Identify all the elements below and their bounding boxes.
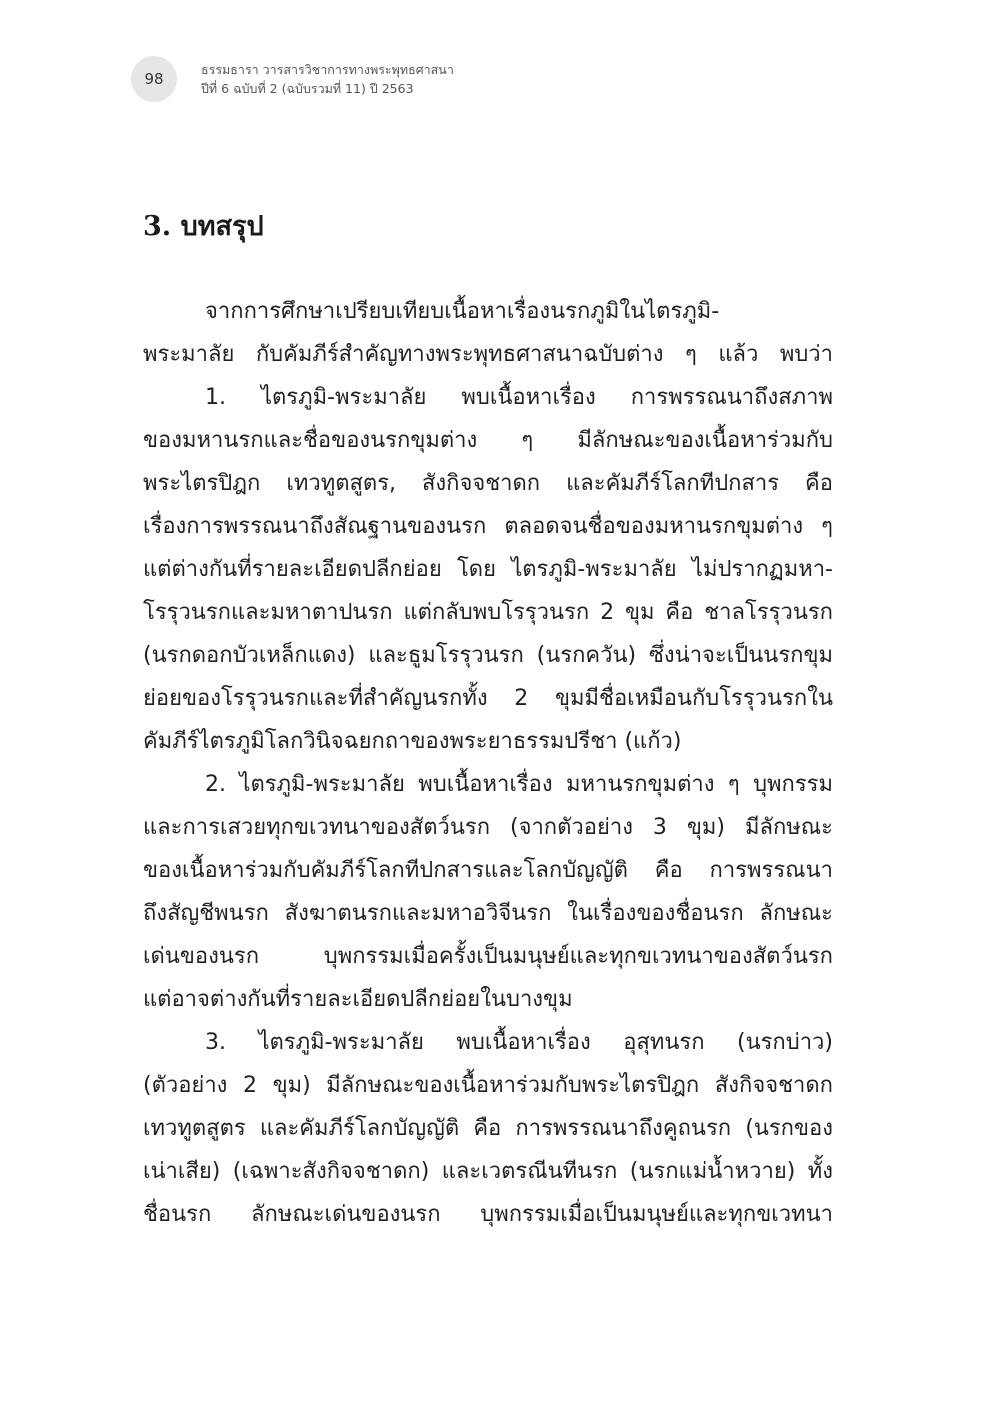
body-line: ของเนื้อหาร่วมกับคัมภีร์โลกทีปกสารและโลกบัญญัติ คือ การพรรณนา (143, 858, 833, 883)
body-line: (ตัวอย่าง 2 ขุม) มีลักษณะของเนื้อหาร่วมกับพระไตรปิฎก สังกิจจชาดก (143, 1073, 833, 1098)
page-number-badge (131, 56, 177, 102)
body-line: แต่อาจต่างกันที่รายละเอียดปลีกย่อยในบางขุม (143, 987, 573, 1012)
body-line: เน่าเสีย) (เฉพาะสังกิจจชาดก) และเวตรณีนทีนรก (นรกแม่น้ำหวาย) ทั้ง (143, 1159, 833, 1184)
body-line: เด่นของนรก บุพกรรมเมื่อครั้งเป็นมนุษย์และทุกขเวทนาของสัตว์นรก (143, 944, 833, 969)
body-line: และการเสวยทุกขเวทนาของสัตว์นรก (จากตัวอย่าง 3 ขุม) มีลักษณะ (143, 815, 833, 840)
body-line: ถึงสัญชีพนรก สังฆาตนรกและมหาอวิจีนรก ในเรื่องของชื่อนรก ลักษณะ (143, 901, 833, 926)
body-line: พระไตรปิฎก เทวทูตสูตร, สังกิจจชาดก และคัมภีร์โลกทีปกสาร คือ (143, 471, 833, 496)
issue-info: ปีที่ 6 ฉบับที่ 2 (ฉบับรวมที่ 11) ปี 2563 (201, 81, 414, 96)
body-line: พระมาลัย กับคัมภีร์สำคัญทางพระพุทธศาสนาฉบับต่าง ๆ แล้ว พบว่า (143, 342, 833, 367)
journal-title: ธรรมธารา วารสารวิชาการทางพระพุทธศาสนา (201, 62, 454, 77)
body-line: (นรกดอกบัวเหล็กแดง) และธูมโรรุวนรก (นรกควัน) ซึ่งน่าจะเป็นนรกขุม (143, 643, 833, 668)
body-line: คัมภีร์ไตรภูมิโลกวินิจฉยกถาของพระยาธรรมปรีชา (แก้ว) (143, 729, 682, 754)
body-line: เรื่องการพรรณนาถึงสัณฐานของนรก ตลอดจนชื่อของมหานรกขุมต่าง ๆ (143, 514, 833, 539)
body-line: เทวทูตสูตร และคัมภีร์โลกบัญญัติ คือ การพรรณนาถึงคูถนรก (นรกของ (143, 1116, 833, 1141)
body-line: ของมหานรกและชื่อของนรกขุมต่าง ๆ มีลักษณะของเนื้อหาร่วมกับ (143, 428, 833, 453)
body-line: โรรุวนรกและมหาตาปนรก แต่กลับพบโรรุวนรก 2 ขุม คือ ชาลโรรุวนรก (143, 600, 833, 625)
page-number: 98 (144, 70, 164, 88)
body-line: 1. ไตรภูมิ-พระมาลัย พบเนื้อหาเรื่อง การพรรณนาถึงสภาพ (205, 385, 833, 410)
body-line: 3. ไตรภูมิ-พระมาลัย พบเนื้อหาเรื่อง อุสุทนรก (นรกบ่าว) (205, 1030, 833, 1055)
body-line: 2. ไตรภูมิ-พระมาลัย พบเนื้อหาเรื่อง มหานรกขุมต่าง ๆ บุพกรรม (205, 772, 833, 797)
section-title: 3. บทสรุป (143, 211, 264, 242)
body-line: จากการศึกษาเปรียบเทียบเนื้อหาเรื่องนรกภูมิในไตรภูมิ- (205, 299, 720, 324)
body-line: ชื่อนรก ลักษณะเด่นของนรก บุพกรรมเมื่อเป็นมนุษย์และทุกขเวทนา (143, 1202, 833, 1227)
body-line: ย่อยของโรรุวนรกและที่สำคัญนรกทั้ง 2 ขุมมีชื่อเหมือนกับโรรุวนรกใน (143, 686, 833, 711)
body-line: แต่ต่างกันที่รายละเอียดปลีกย่อย โดย ไตรภูมิ-พระมาลัย ไม่ปรากฏมหา- (143, 557, 833, 582)
running-head (201, 60, 454, 98)
